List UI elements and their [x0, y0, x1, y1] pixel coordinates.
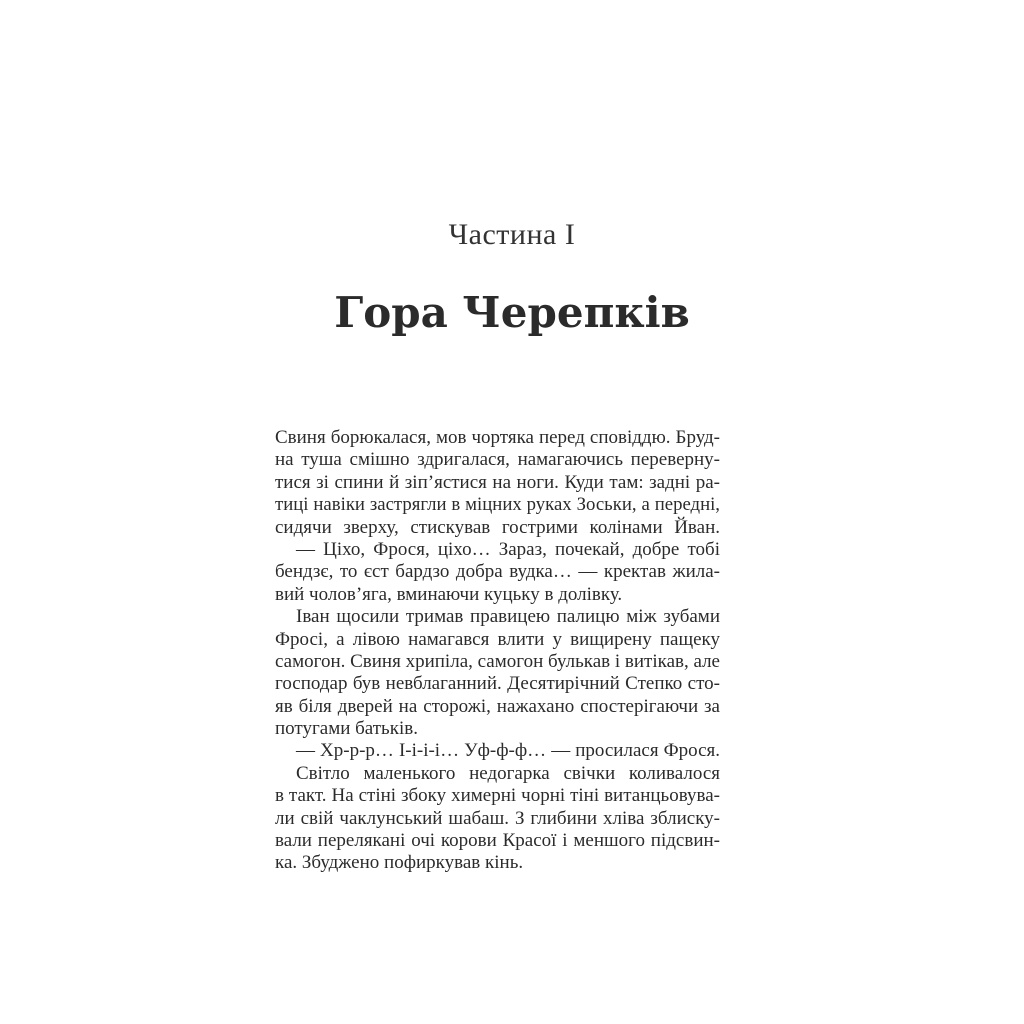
text-line: тиці навіки застрягли в міцних руках Зоськи, а передні, — [275, 494, 720, 516]
text-line: самогон. Свиня хрипіла, самогон булькав і витікав, але — [275, 650, 720, 672]
text-line: ли свій чаклунський шабаш. З глибини хліва зблиску- — [275, 807, 720, 829]
text-line: господар був невблаганний. Десятирічний Степко сто- — [275, 673, 720, 695]
text-line: Світло маленького недогарка свічки коливалося — [296, 762, 720, 784]
text-line: Фросі, а лівою намагався влити у вищирену пащеку — [275, 628, 720, 650]
text-line: — Хр-р-р… І-і-і-і… Уф-ф-ф… — просилася Фрося. — [296, 740, 720, 762]
text-line: Іван щосили тримав правицею палицю між зубами — [296, 606, 720, 628]
text-line: вали перелякані очі корови Красої і меншого підсвин- — [275, 830, 720, 852]
body-text — [275, 427, 720, 875]
text-line: на туша смішно здригалася, намагаючись переверну- — [275, 449, 720, 471]
text-line: потугами батьків. — [275, 718, 418, 740]
text-line: бендзє, то єст бардзо добра вудка… — кректав жила- — [275, 561, 720, 583]
text-line: сидячи зверху, стискував гострими колінами Йван. — [275, 516, 720, 538]
text-line: тися зі спини й зіп’ястися на ноги. Куди там: задні ра- — [275, 471, 720, 493]
text-line: яв біля дверей на сторожі, нажахано спостерігаючи за — [275, 695, 720, 717]
text-line: Свиня борюкалася, мов чортяка перед сповіддю. Бруд- — [275, 427, 720, 448]
part-label: Частина I — [448, 218, 576, 251]
text-line: ка. Збуджено пофиркував кінь. — [275, 852, 524, 874]
text-line: — Ціхо, Фрося, ціхо… Зараз, почекай, добре тобі — [296, 538, 720, 560]
chapter-title: Гора Черепків — [334, 288, 690, 337]
text-line: вий чолов’яга, вминаючи куцьку в долівку. — [275, 583, 623, 605]
text-line: в такт. На стіні збоку химерні чорні тіні витанцьовува- — [275, 785, 720, 807]
